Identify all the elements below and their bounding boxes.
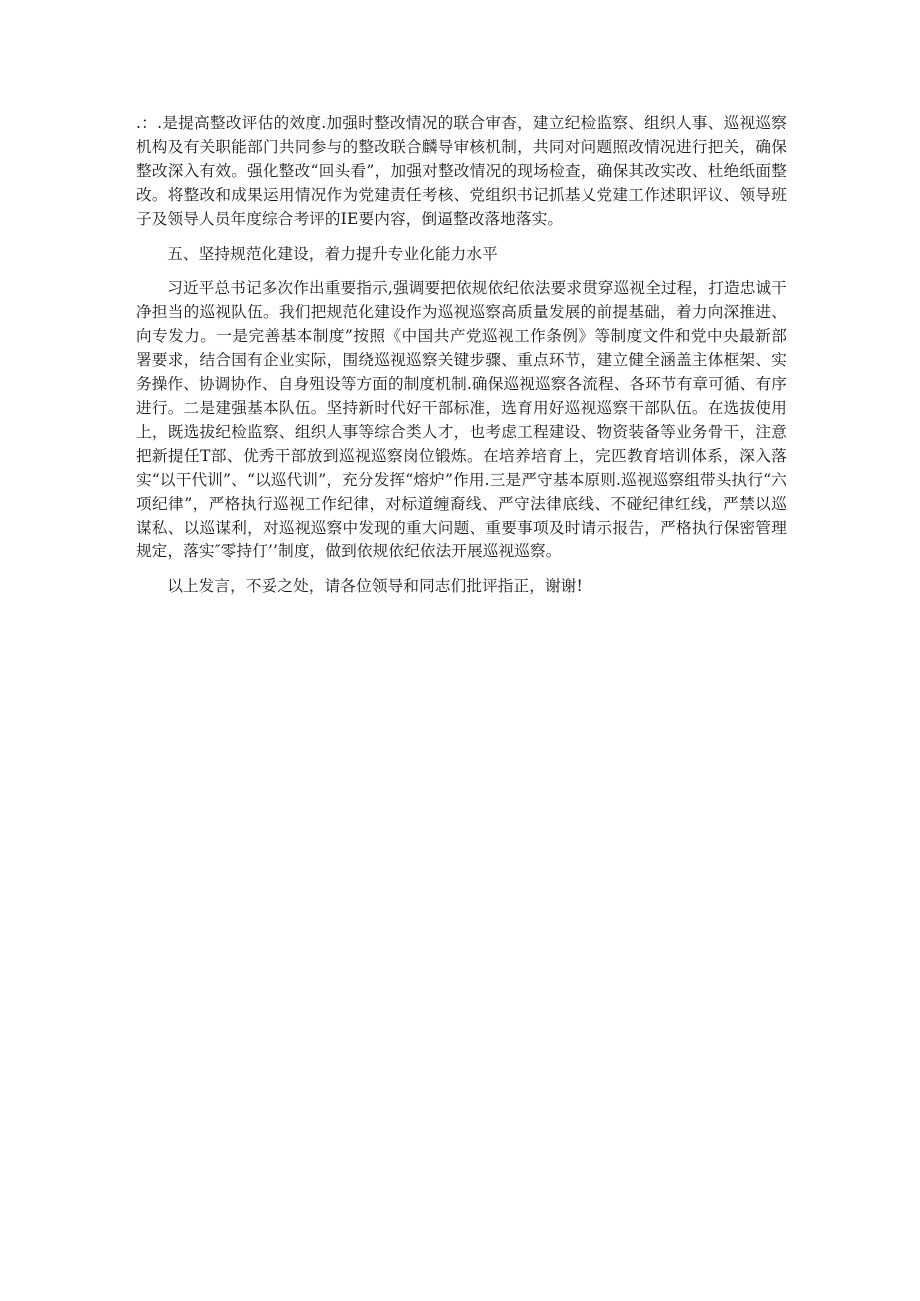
paragraph-rectification-evaluation: .：.是提高整改评估的效度.加强时整改情况的联合审杳，建立纪检监察、组织人事、巡视巡察机构及有关职能部门共同参与的整改联合麟导审核机制，共同对问题照改情况进行把关，确保整改深入有效。强化整改“回头看”，加强对整改情况的现场检查，确保其改实改、杜绝纸面整改。将整改和成果运用情况作为党建责任考核、党组织书记抓基乂党建工作述职评议、领导班子及领导人员年度综合考评的IE要内容，倒逼整改落地落实。	[136, 114, 787, 228]
closing-remarks: 以上发言，不妥之处，请各位领导和同志们批评指正，谢谢!	[167, 577, 583, 596]
section-heading-five: 五、坚持规范化建设，着力提升专业化能力水平	[167, 244, 498, 263]
document-page	[136, 112, 787, 599]
paragraph-standardization-building: 习近平总书记多次作出重要指示,强调要把依规依纪依法要求贯穿巡视全过程，打造忠诚干净担当的巡视队伍。我们把规范化建设作为巡视巡察高质量发展的前提基础，着力向深推进、向专发力。一是完善基本制度”按照《中国共产党巡视工作条例》等制度文件和党中央最新部署要求，结合国有企业实际，围绕巡视巡察关键步骤、重点环节，建立健全涵盖主体框架、实务操作、协调协作、自身殂设等方面的制度机制.确保巡视巡察各流程、各环节有章可循、有序进行。二是建强基本队伍。坚持新时代好干部标准，选育用好巡视巡察干部队伍。在选拔使用上，既选拔纪检监察、组织人事等综合类人才，也考虑工程建设、物资装备等业务骨干，注意把新提任T部、优秀干部放到巡视巡察岗位锻炼。在培养培育上，完匹教育培训体系，深入落实“以干代训”、“以巡代训”，充分发挥“熔炉”作用.三是严守基本原则.巡视巡察组带头执行“六项纪律”，严格执行巡视工作纪律，对标道缠裔线、严守法律底线、不碰纪律红线，严禁以巡谋私、以巡谋利，对巡视巡察中发现的重大问题、重要事项及时请示报告，严格执行保密管理规定，落实″零持仃’’制度，做到依规依纪依法开展巡视巡察。	[136, 279, 787, 561]
